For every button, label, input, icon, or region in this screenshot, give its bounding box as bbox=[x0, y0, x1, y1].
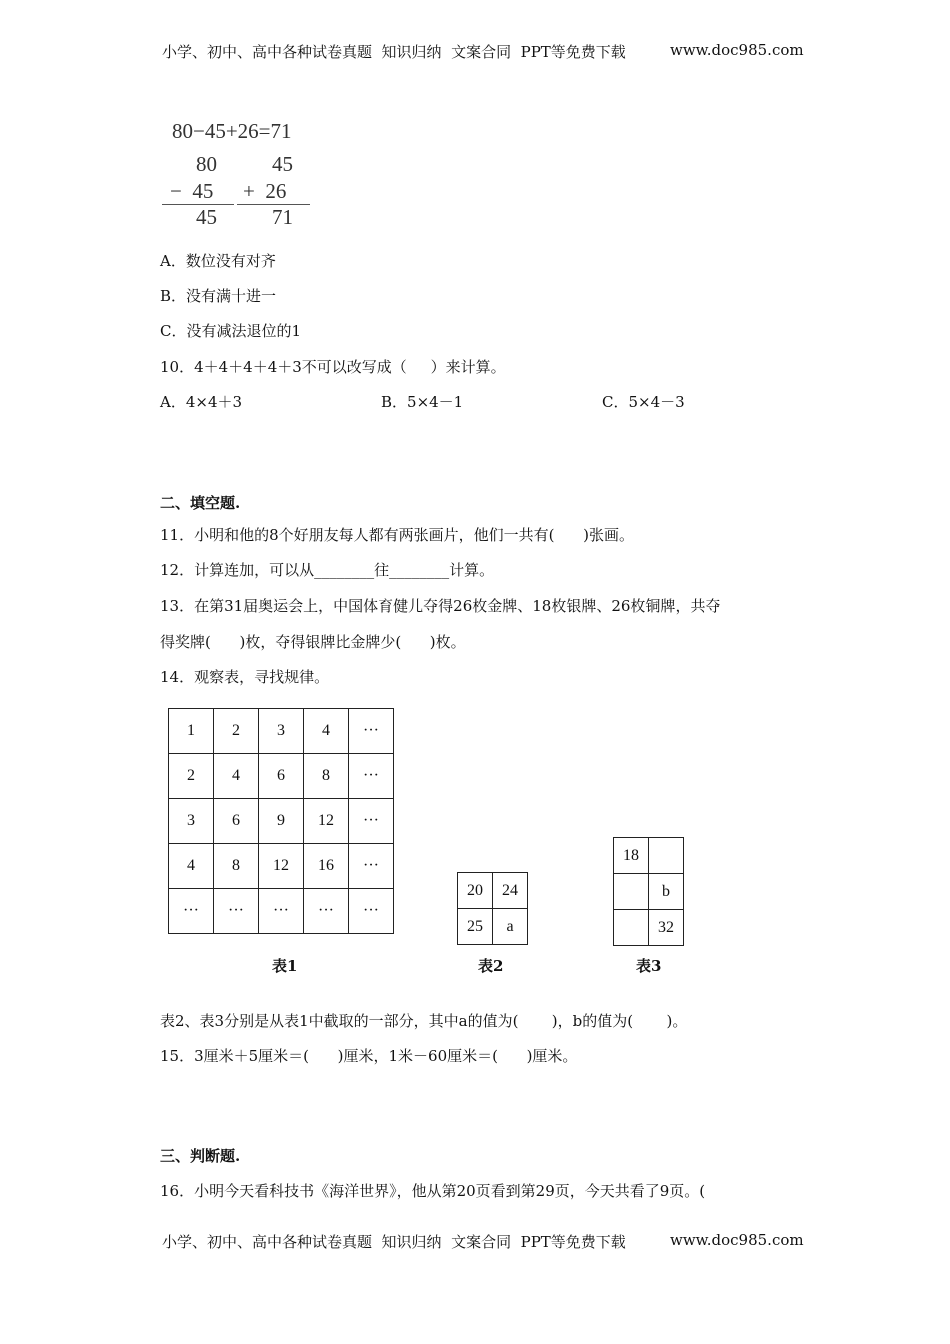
table-cell: 8 bbox=[214, 844, 259, 889]
caption-table-2: 表2 bbox=[478, 957, 504, 975]
table-cell: ··· bbox=[169, 889, 214, 934]
table-row bbox=[169, 844, 394, 889]
table-cell: ··· bbox=[349, 754, 394, 799]
question-12: 12．计算连加，可以从________往________计算。 bbox=[160, 561, 495, 579]
table-row bbox=[458, 909, 528, 945]
calc-a2: − 45 bbox=[170, 179, 214, 203]
table-cell: 18 bbox=[614, 838, 649, 874]
table-cell: ··· bbox=[349, 799, 394, 844]
table-row bbox=[169, 709, 394, 754]
section-title: 二、填空题. bbox=[160, 494, 241, 512]
question-10: 10．4＋4＋4＋4＋3不可以改写成（ ）来计算。 bbox=[160, 358, 506, 376]
calc-equation: 80−45+26=71 bbox=[172, 119, 292, 143]
table-cell: 4 bbox=[304, 709, 349, 754]
table-cell: 32 bbox=[649, 910, 684, 946]
calc-b2: + 26 bbox=[243, 179, 287, 203]
table-cell: 12 bbox=[259, 844, 304, 889]
table-cell: 4 bbox=[169, 844, 214, 889]
section-title: 三、判断题. bbox=[160, 1147, 241, 1165]
table-row bbox=[169, 889, 394, 934]
calc-a3: 45 bbox=[196, 205, 217, 229]
table-cell: ··· bbox=[349, 889, 394, 934]
calc-b3: 71 bbox=[272, 205, 293, 229]
question-13-cont: 得奖牌( )枚，夺得银牌比金牌少( )枚。 bbox=[160, 633, 466, 651]
table-cell: 3 bbox=[169, 799, 214, 844]
footer-url: www.doc985.com bbox=[670, 1231, 804, 1249]
calc-a1: 80 bbox=[196, 152, 217, 176]
table-row bbox=[458, 873, 528, 909]
table-cell bbox=[614, 910, 649, 946]
question-15: 15．3厘米＋5厘米＝( )厘米，1米－60厘米＝( )厘米。 bbox=[160, 1047, 578, 1065]
table-cell: ··· bbox=[259, 889, 304, 934]
table-row bbox=[614, 838, 684, 874]
table-cell: 16 bbox=[304, 844, 349, 889]
table-cell: 2 bbox=[214, 709, 259, 754]
table-row bbox=[169, 799, 394, 844]
table-cell: 1 bbox=[169, 709, 214, 754]
table-1 bbox=[168, 708, 394, 934]
table-cell: 6 bbox=[259, 754, 304, 799]
table-cell bbox=[614, 874, 649, 910]
table-cell: a bbox=[493, 909, 528, 945]
table-cell: 9 bbox=[259, 799, 304, 844]
q10-option-c: C．5×4－3 bbox=[602, 393, 685, 411]
table-row bbox=[169, 754, 394, 799]
question-14-text: 表2、表3分别是从表1中截取的一部分，其中a的值为( )，b的值为( )。 bbox=[160, 1012, 688, 1030]
footer-text: 小学、初中、高中各种试卷真题 知识归纳 文案合同 PPT等免费下载 bbox=[162, 1233, 626, 1251]
table-row bbox=[614, 910, 684, 946]
table-cell: ··· bbox=[349, 709, 394, 754]
table-cell: ··· bbox=[304, 889, 349, 934]
table-cell: 8 bbox=[304, 754, 349, 799]
table-cell: 24 bbox=[493, 873, 528, 909]
header-url: www.doc985.com bbox=[670, 41, 804, 59]
option-c: C．没有减法退位的1 bbox=[160, 322, 302, 340]
table-cell: 2 bbox=[169, 754, 214, 799]
q10-option-b: B．5×4－1 bbox=[381, 393, 464, 411]
option-a: A．数位没有对齐 bbox=[160, 252, 276, 270]
table-cell: 20 bbox=[458, 873, 493, 909]
table-row bbox=[614, 874, 684, 910]
question-13: 13．在第31届奥运会上，中国体育健儿夺得26枚金牌、18枚银牌、26枚铜牌，共夺 bbox=[160, 597, 721, 615]
caption-table-3: 表3 bbox=[636, 957, 662, 975]
calc-b1: 45 bbox=[272, 152, 293, 176]
table-2 bbox=[457, 872, 528, 945]
table-cell: ··· bbox=[214, 889, 259, 934]
table-cell: 4 bbox=[214, 754, 259, 799]
table-cell: b bbox=[649, 874, 684, 910]
option-b: B．没有满十进一 bbox=[160, 287, 277, 305]
table-cell: 6 bbox=[214, 799, 259, 844]
question-11: 11．小明和他的8个好朋友每人都有两张画片，他们一共有( )张画。 bbox=[160, 526, 634, 544]
q10-option-a: A．4×4＋3 bbox=[160, 393, 243, 411]
table-cell: 25 bbox=[458, 909, 493, 945]
table-cell: ··· bbox=[349, 844, 394, 889]
question-16: 16．小明今天看科技书《海洋世界》，他从第20页看到第29页，今天共看了9页。( bbox=[160, 1182, 706, 1200]
caption-table-1: 表1 bbox=[272, 957, 298, 975]
header-text: 小学、初中、高中各种试卷真题 知识归纳 文案合同 PPT等免费下载 bbox=[162, 43, 626, 61]
question-14: 14．观察表，寻找规律。 bbox=[160, 668, 330, 686]
table-cell bbox=[649, 838, 684, 874]
table-3 bbox=[613, 837, 684, 946]
table-cell: 12 bbox=[304, 799, 349, 844]
table-cell: 3 bbox=[259, 709, 304, 754]
